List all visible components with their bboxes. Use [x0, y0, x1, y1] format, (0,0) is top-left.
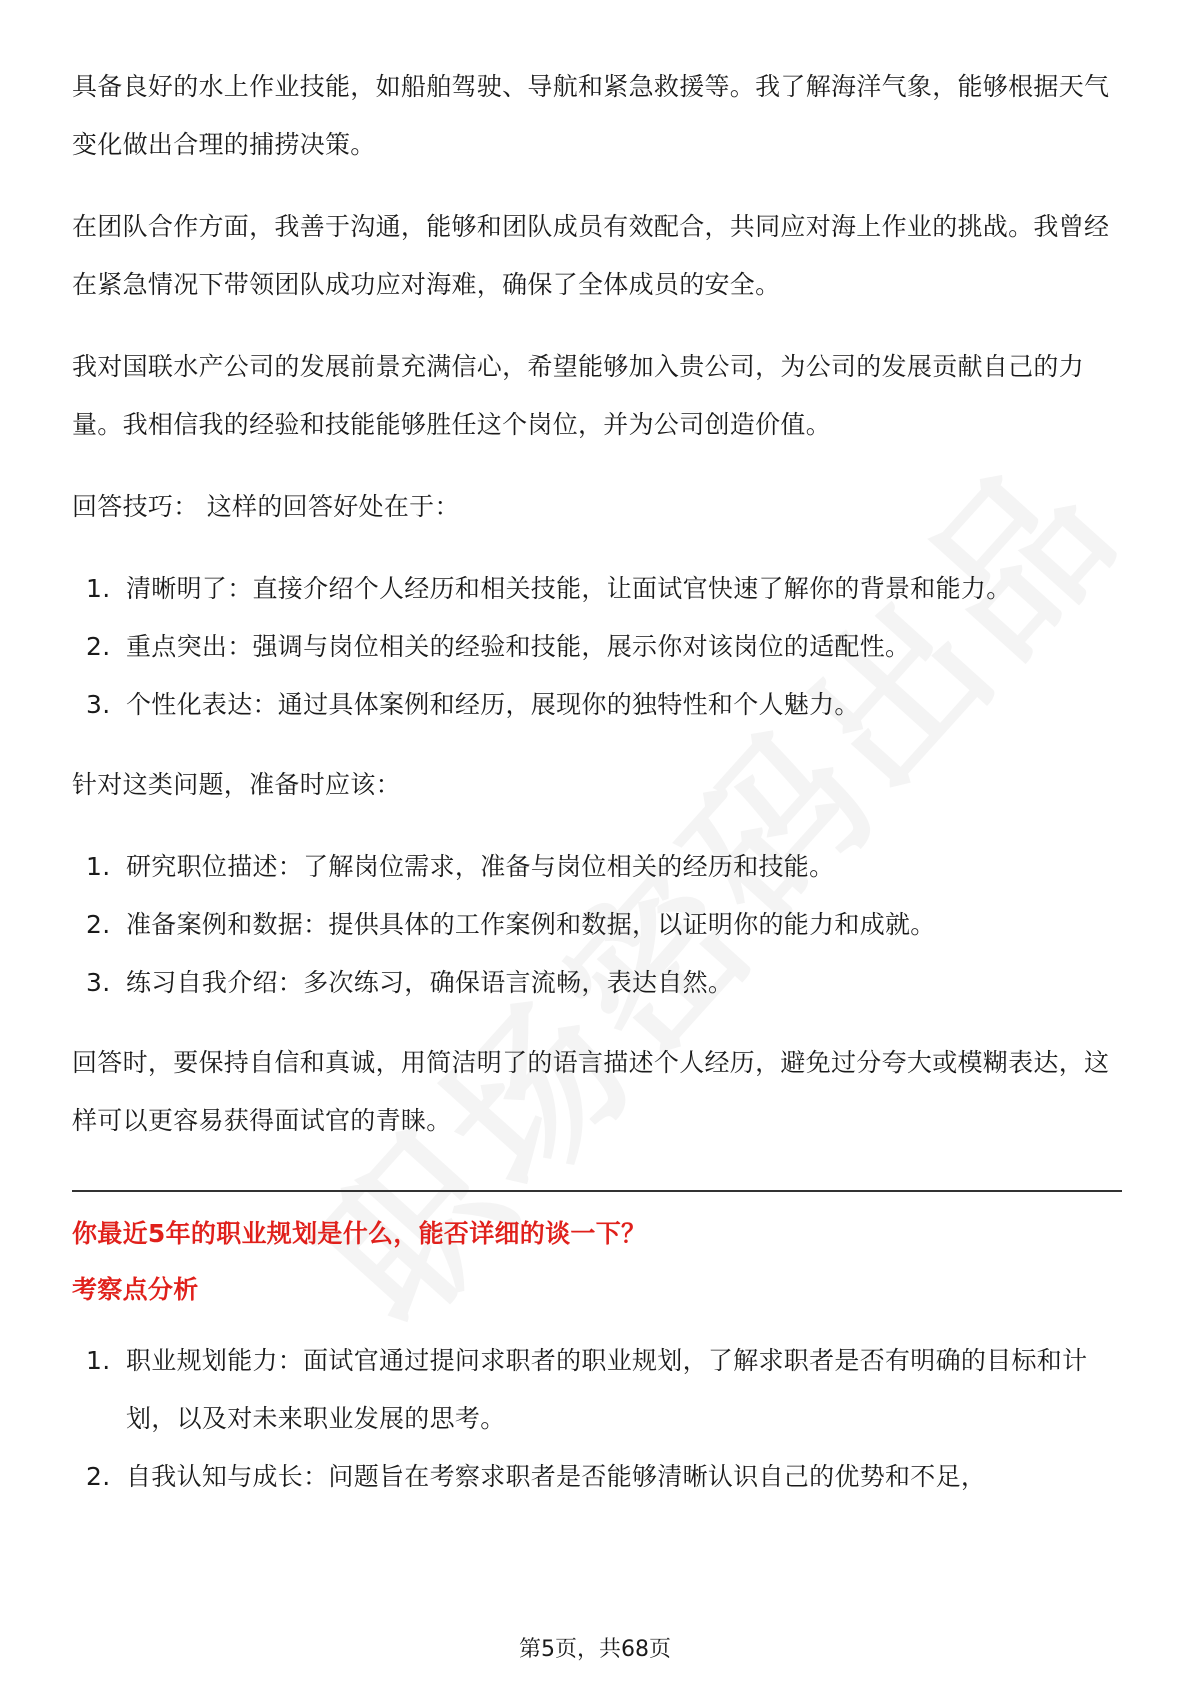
list-item-text: 自我认知与成长：问题旨在考察求职者是否能够清晰认识自己的优势和不足，: [126, 1462, 987, 1491]
list-item: [72, 618, 1122, 676]
list-item: [72, 954, 1122, 1012]
paragraph-skills: 具备良好的水上作业技能，如船舶驾驶、导航和紧急救援等。我了解海洋气象，能够根据天气变化做出合理的捕捞决策。: [72, 72, 1110, 159]
list-number: 3.: [86, 968, 111, 997]
list-number: 2.: [86, 632, 111, 661]
tips-list: [72, 560, 1122, 734]
page-footer: 第5页，共68页: [519, 1637, 671, 1662]
page-content: [72, 58, 1122, 1528]
paragraph-closing: 回答时，要保持自信和真诚，用简洁明了的语言描述个人经历，避免过分夸大或模糊表达，这样可以更容易获得面试官的青睐。: [72, 1048, 1110, 1135]
section-divider: [72, 1190, 1122, 1192]
question-heading: 你最近5年的职业规划是什么，能否详细的谈一下？: [72, 1219, 647, 1248]
list-item: [72, 560, 1122, 618]
paragraph-teamwork: 在团队合作方面，我善于沟通，能够和团队成员有效配合，共同应对海上作业的挑战。我曾经在紧急情况下带领团队成功应对海难，确保了全体成员的安全。: [72, 212, 1110, 299]
list-item-text: 清晰明了：直接介绍个人经历和相关技能，让面试官快速了解你的背景和能力。: [126, 574, 1012, 603]
list-item-text: 准备案例和数据：提供具体的工作案例和数据，以证明你的能力和成就。: [126, 910, 936, 939]
list-number: 2.: [86, 1462, 111, 1491]
list-number: 1.: [86, 1346, 111, 1375]
list-number: 1.: [86, 852, 111, 881]
list-item-text: 职业规划能力：面试官通过提问求职者的职业规划，了解求职者是否有明确的目标和计划，以及对未来职业发展的思考。: [126, 1346, 1088, 1433]
list-item: [72, 1332, 1122, 1448]
analysis-list: [72, 1332, 1122, 1506]
list-number: 2.: [86, 910, 111, 939]
paragraph-tips-intro: 回答技巧： 这样的回答好处在于：: [72, 492, 460, 521]
list-item-text: 练习自我介绍：多次练习，确保语言流畅，表达自然。: [126, 968, 734, 997]
list-item-text: 个性化表达：通过具体案例和经历，展现你的独特性和个人魅力。: [126, 690, 860, 719]
paragraph-prep-intro: 针对这类问题，准备时应该：: [72, 770, 401, 799]
list-item-text: 重点突出：强调与岗位相关的经验和技能，展示你对该岗位的适配性。: [126, 632, 911, 661]
list-number: 3.: [86, 690, 111, 719]
list-item: [72, 1448, 1122, 1506]
prep-list: [72, 838, 1122, 1012]
list-item: [72, 676, 1122, 734]
analysis-heading: 考察点分析: [72, 1275, 199, 1304]
paragraph-confidence: 我对国联水产公司的发展前景充满信心，希望能够加入贵公司，为公司的发展贡献自己的力量。我相信我的经验和技能能够胜任这个岗位，并为公司创造价值。: [72, 352, 1085, 439]
list-item: [72, 838, 1122, 896]
list-item-text: 研究职位描述：了解岗位需求，准备与岗位相关的经历和技能。: [126, 852, 835, 881]
list-number: 1.: [86, 574, 111, 603]
list-item: [72, 896, 1122, 954]
